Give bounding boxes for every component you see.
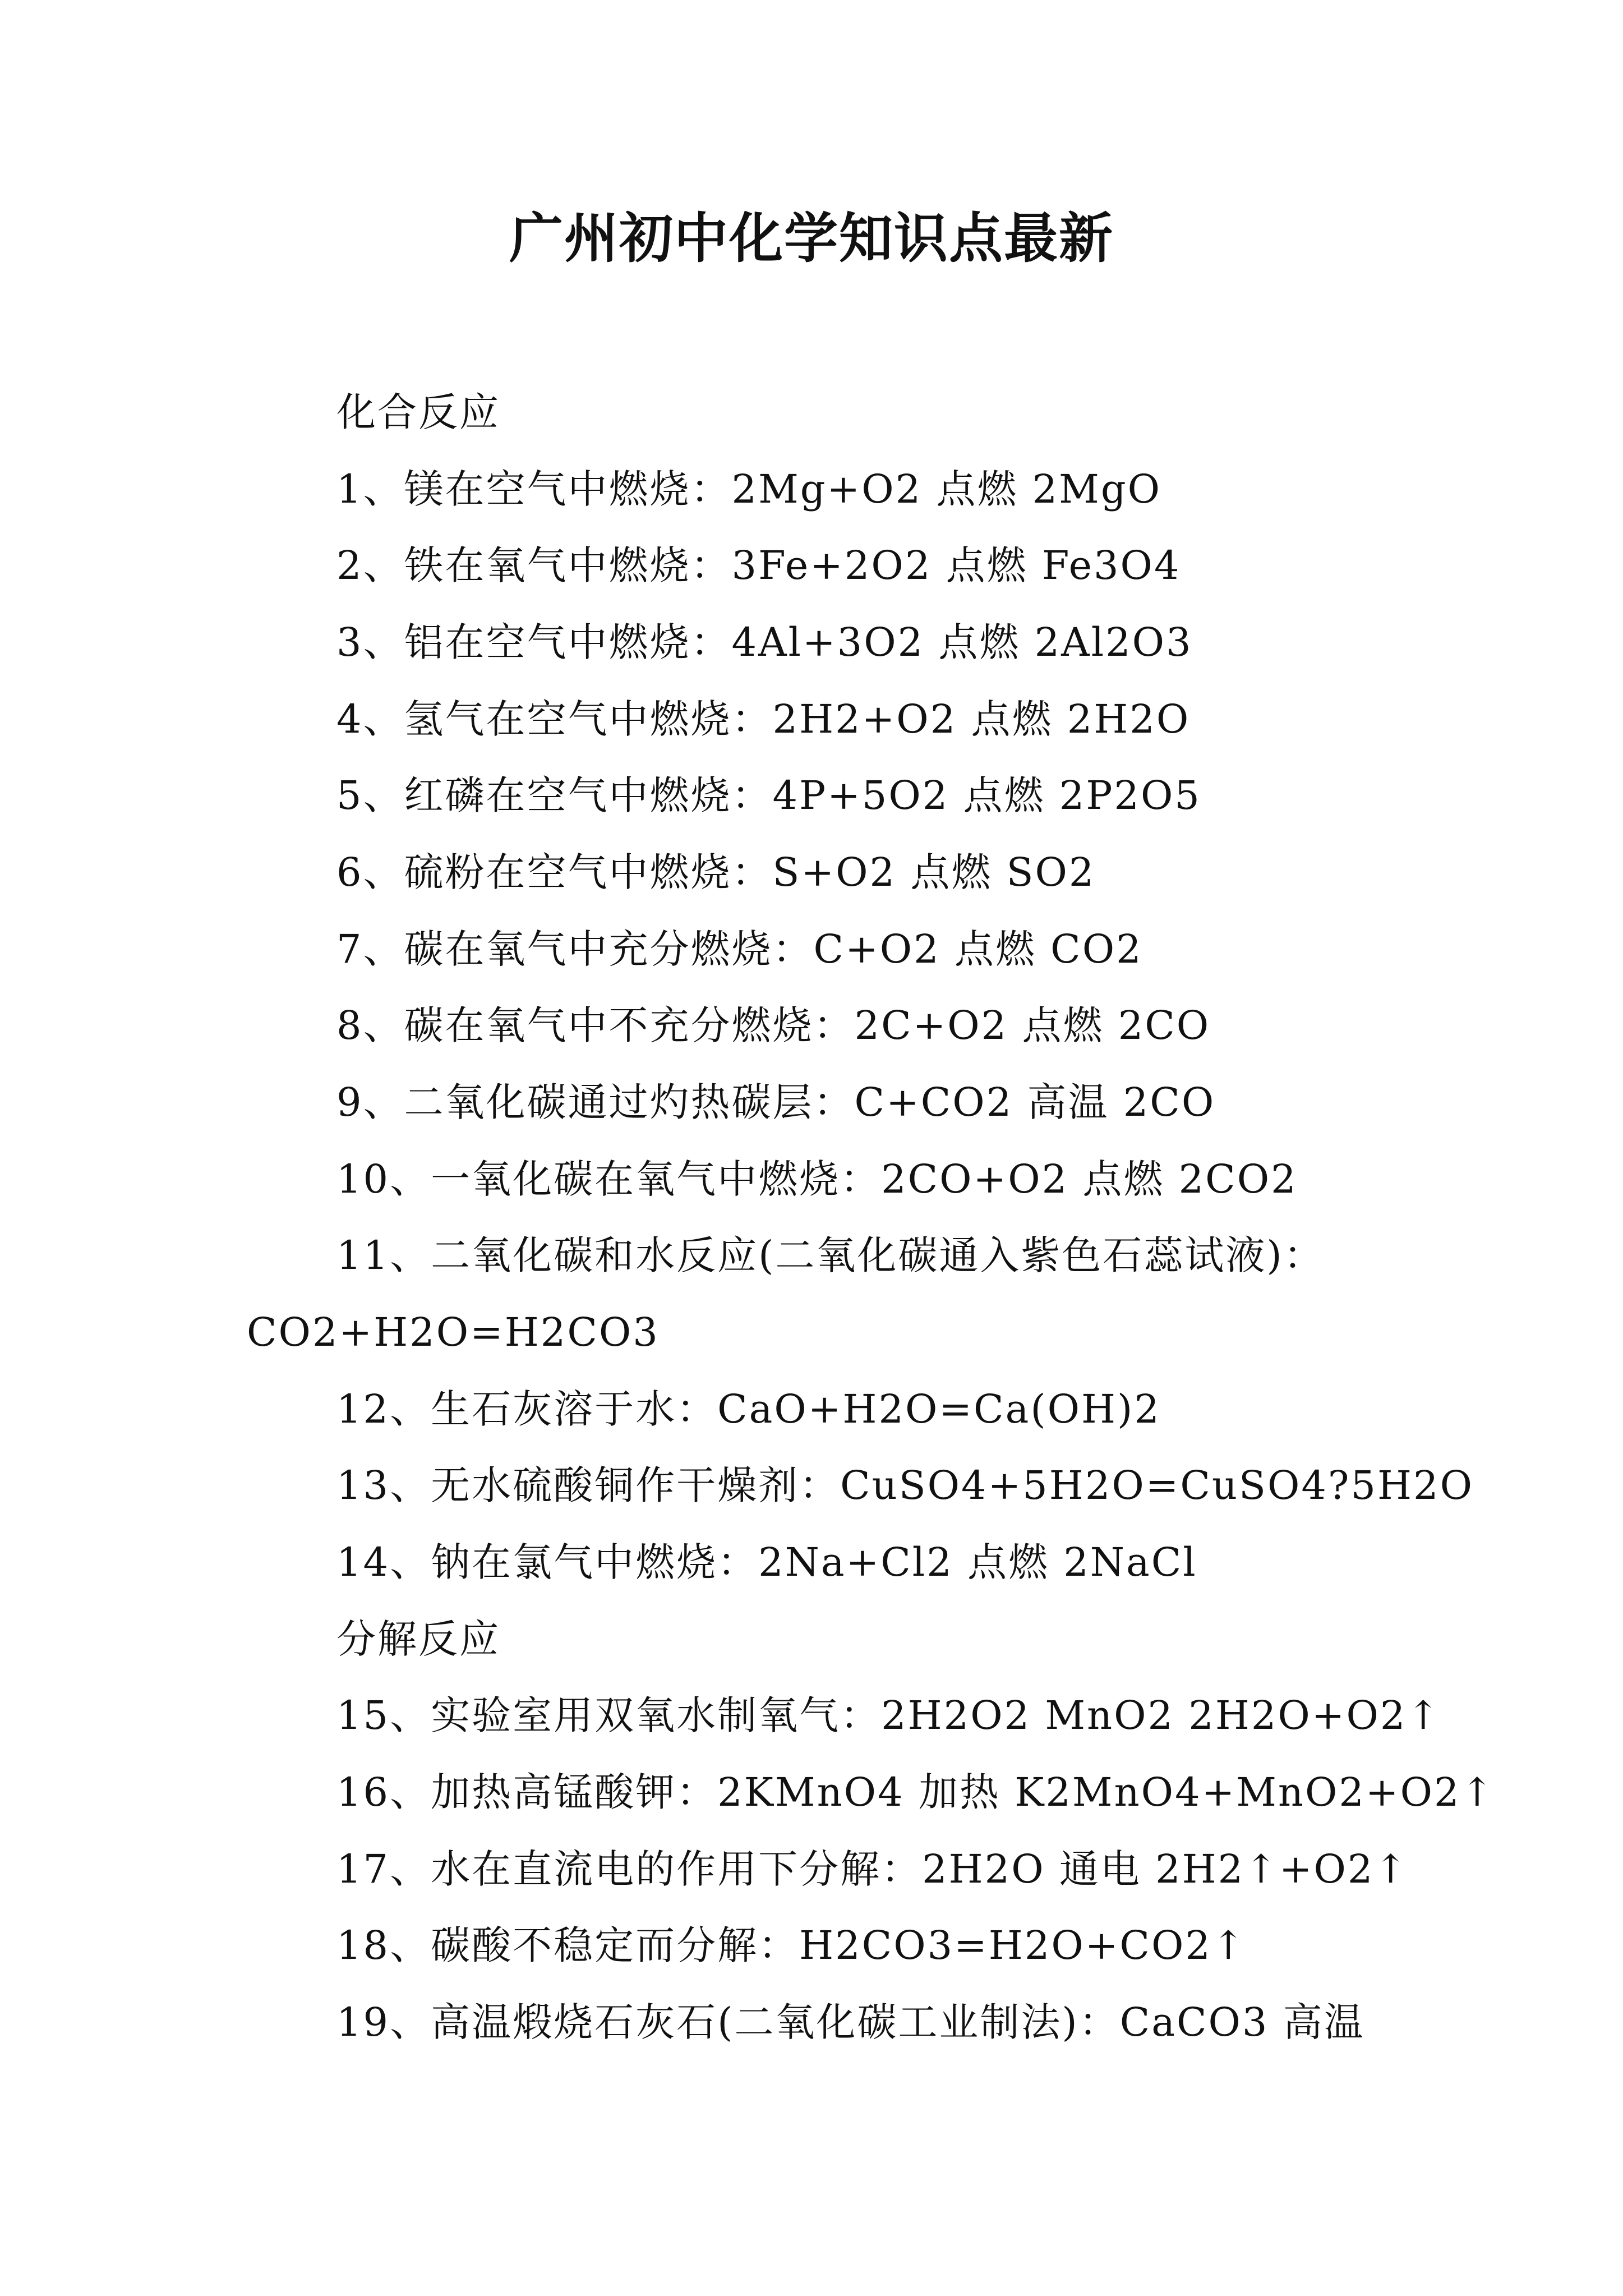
reaction-item-14: 14、钠在氯气中燃烧：2Na+Cl2 点燃 2NaCl	[336, 1539, 1197, 1585]
reaction-item-4: 4、氢气在空气中燃烧：2H2+O2 点燃 2H2O	[336, 696, 1191, 742]
reaction-item-7: 7、碳在氧气中充分燃烧：C+O2 点燃 CO2	[336, 926, 1143, 972]
reaction-item-2: 2、铁在氧气中燃烧：3Fe+2O2 点燃 Fe3O4	[336, 542, 1181, 588]
reaction-item-5: 5、红磷在空气中燃烧：4P+5O2 点燃 2P2O5	[336, 772, 1201, 818]
reaction-item-15: 15、实验室用双氧水制氧气：2H2O2 MnO2 2H2O+O2↑	[336, 1692, 1442, 1738]
reaction-item-11: 11、二氧化碳和水反应(二氧化碳通入紫色石蕊试液)：	[336, 1232, 1325, 1278]
reaction-item-1: 1、镁在空气中燃烧：2Mg+O2 点燃 2MgO	[336, 466, 1162, 512]
reaction-item-18: 18、碳酸不稳定而分解：H2CO3=H2O+CO2↑	[336, 1922, 1247, 1968]
reaction-item-17: 17、水在直流电的作用下分解：2H2O 通电 2H2↑+O2↑	[336, 1846, 1409, 1892]
reaction-item-19: 19、高温煅烧石灰石(二氧化碳工业制法)：CaCO3 高温	[336, 1999, 1365, 2045]
section-heading-combination: 化合反应	[336, 389, 500, 435]
reaction-item-3: 3、铝在空气中燃烧：4Al+3O2 点燃 2Al2O3	[336, 619, 1193, 665]
reaction-item-9: 9、二氧化碳通过灼热碳层：C+CO2 高温 2CO	[336, 1079, 1216, 1125]
reaction-item-12: 12、生石灰溶于水：CaO+H2O=Ca(OH)2	[336, 1386, 1161, 1432]
reaction-item-16: 16、加热高锰酸钾：2KMnO4 加热 K2MnO4+MnO2+O2↑	[336, 1769, 1496, 1815]
reaction-item-8: 8、碳在氧气中不充分燃烧：2C+O2 点燃 2CO	[336, 1002, 1211, 1048]
page-title: 广州初中化学知识点最新	[509, 206, 1114, 270]
reaction-item-10: 10、一氧化碳在氧气中燃烧：2CO+O2 点燃 2CO2	[336, 1156, 1298, 1202]
reaction-item-11-continued: CO2+H2O=H2CO3	[247, 1309, 660, 1355]
reaction-item-6: 6、硫粉在空气中燃烧：S+O2 点燃 SO2	[336, 849, 1096, 895]
reaction-item-13: 13、无水硫酸铜作干燥剂：CuSO4+5H2O=CuSO4?5H2O	[336, 1462, 1474, 1508]
section-heading-decomposition: 分解反应	[336, 1616, 500, 1662]
